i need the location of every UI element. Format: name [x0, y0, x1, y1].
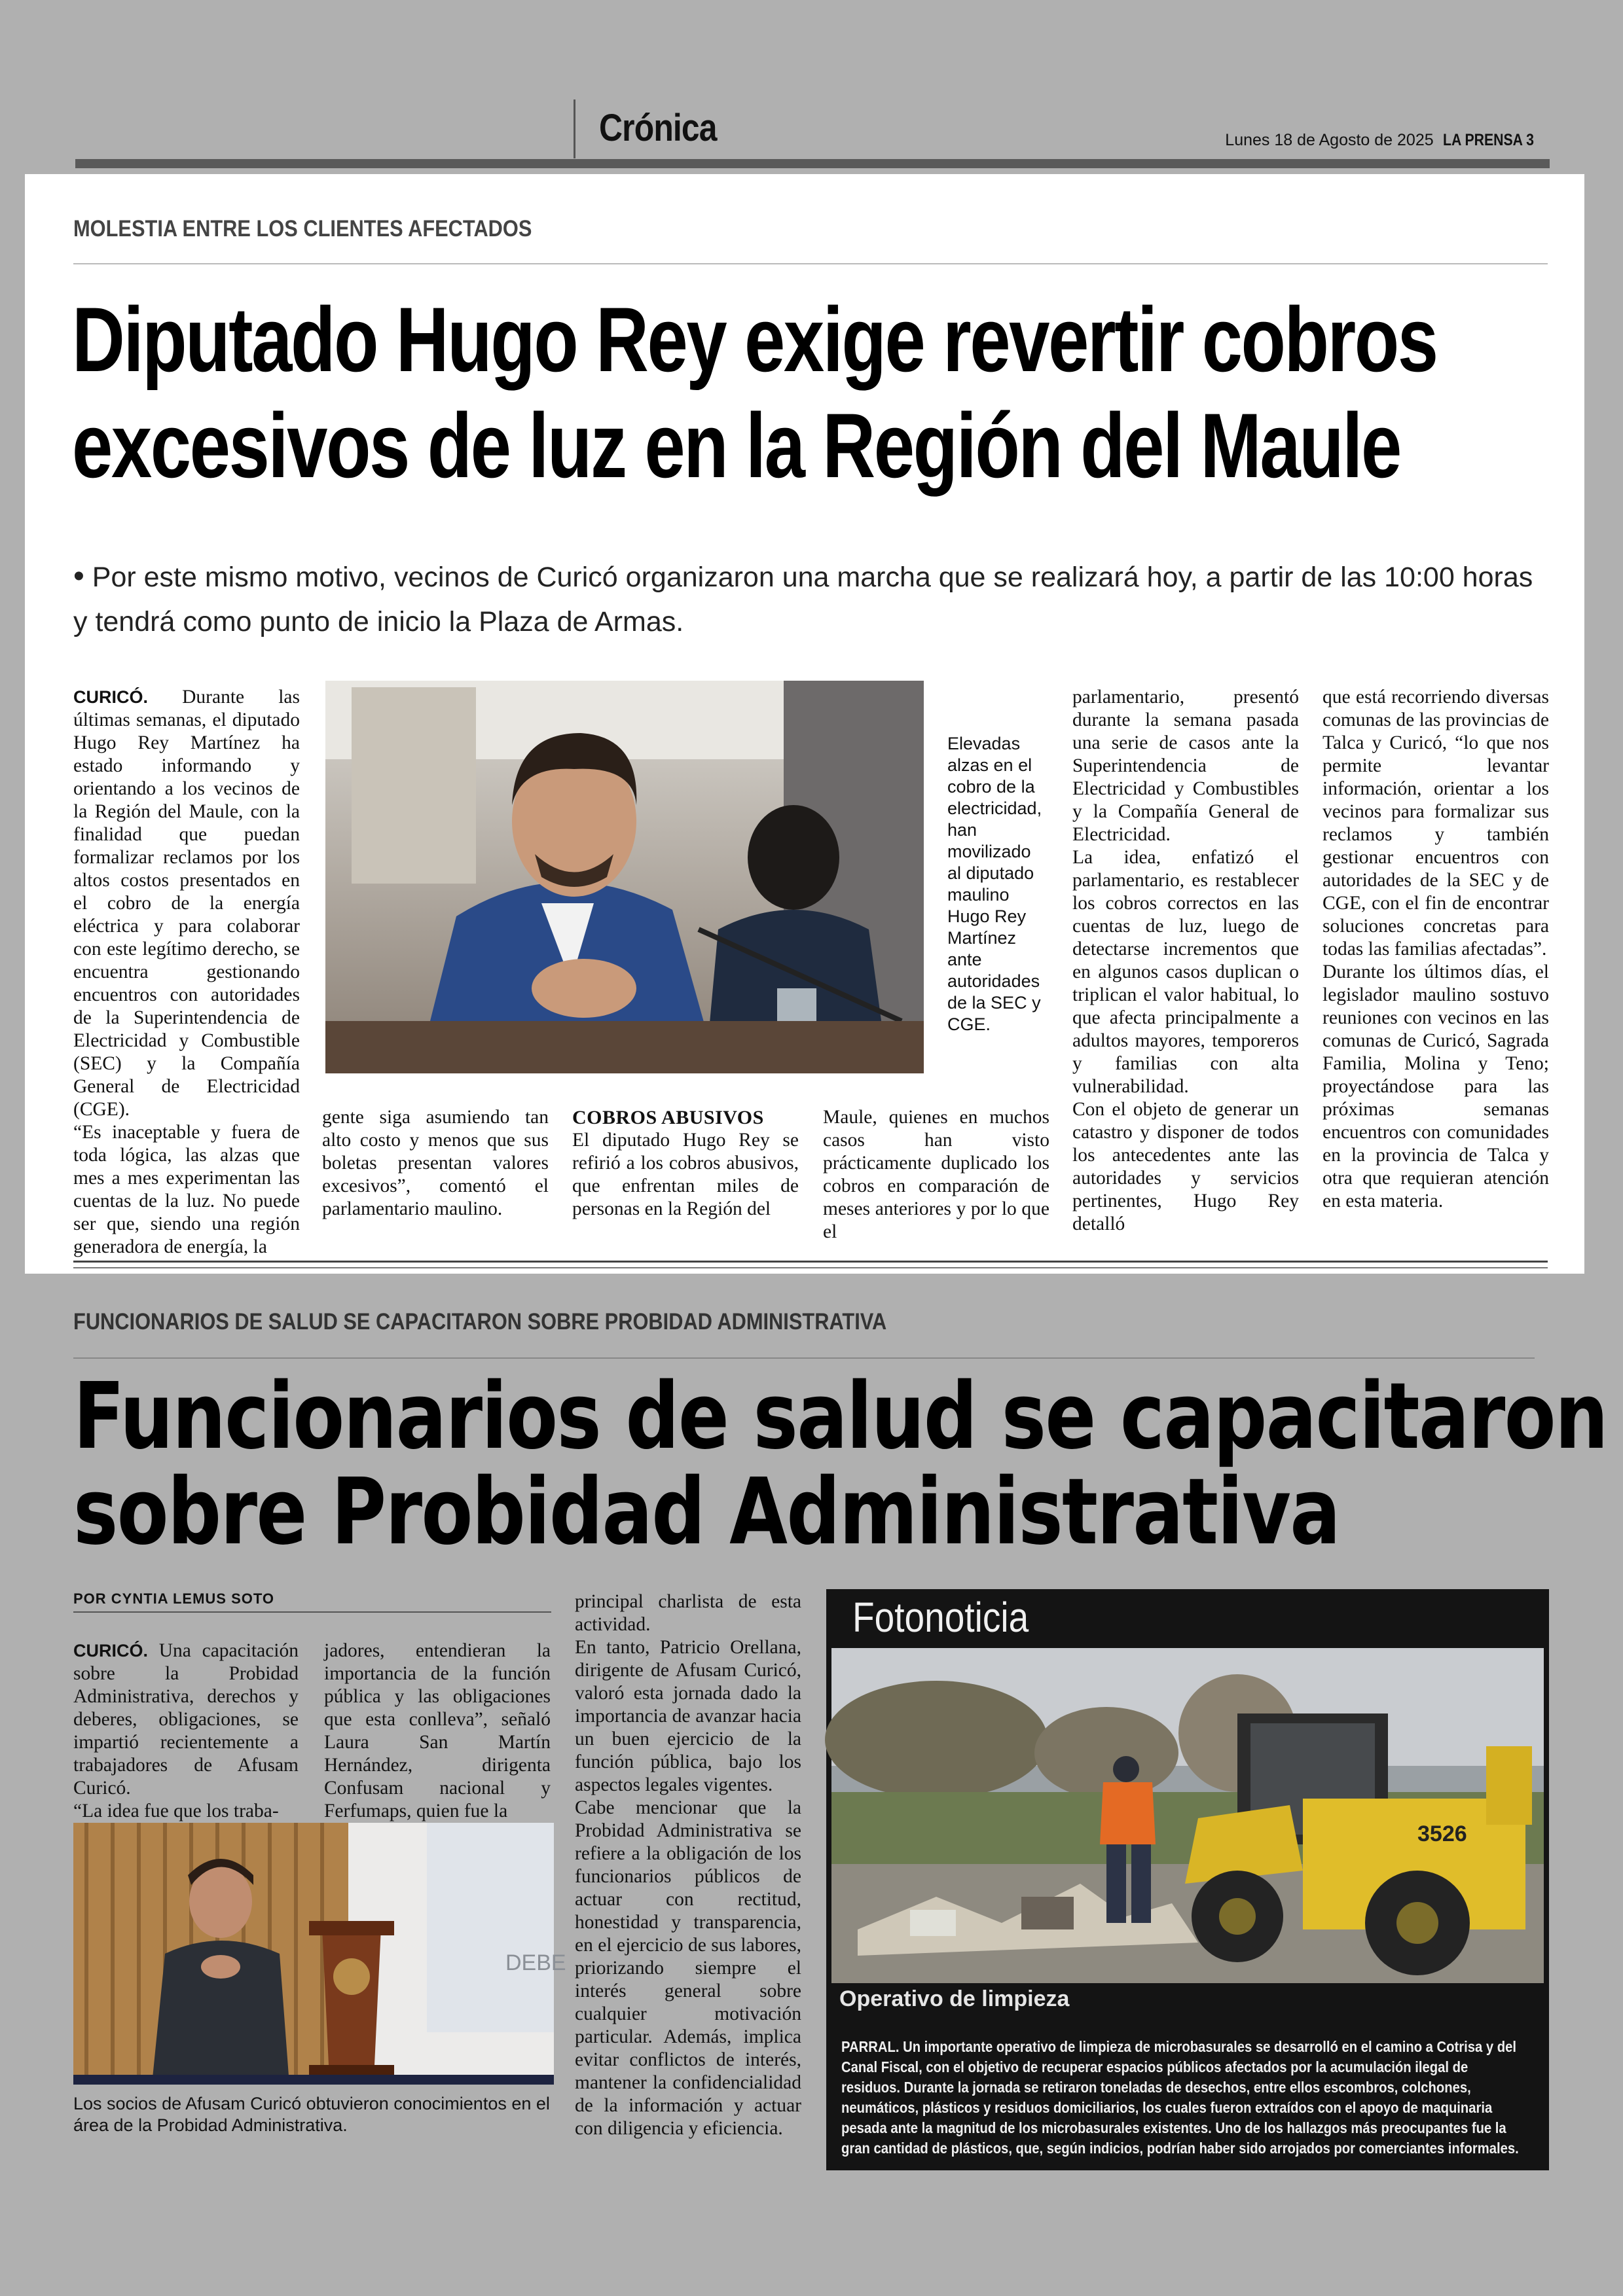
photo-training [73, 1823, 566, 2085]
divider [73, 263, 1548, 264]
dateline [1225, 131, 1550, 150]
headline [72, 287, 1437, 499]
article-column: COBROS ABUSIVOS El diputado Hugo Rey se refirió a los cobros abusivos, que enfrentan miles de personas en la Región del [572, 1107, 799, 1219]
headline [73, 1363, 1608, 1566]
svg-text:DEBE: DEBE [505, 1950, 566, 1975]
divider [73, 1611, 551, 1613]
speaker-photo-icon [73, 1823, 566, 2085]
vehicle-number: 3526 [1417, 1821, 1467, 1846]
date: Lunes 18 de Agosto de 2025 [1225, 131, 1434, 149]
headline-line: sobre Probidad Administrativa [73, 1459, 1340, 1566]
fotonoticia-text: PARRAL. Un importante operativo de limpieza de microbasurales se desarrolló en el camino a Cotrisa y del Canal Fiscal, con el objetivo de recuperar espacios públicos afectados por la acumulación ilegal de residuos. Durante la jornada se retiraron toneladas de desechos, entre ellos escombros, colchones, neumáticos, plásticos y residuos domiciliarios, los cuales fueron extraídos con el apoyo de maquinaria pesada ante la magnitud de los microbasurales existentes. Uno de los hallazgos más preocupantes fue la gran cantidad de plásticos, que, según indicios, podrían haber sido arrojados por comerciantes informales. [841, 2038, 1519, 2157]
kicker: FUNCIONARIOS DE SALUD SE CAPACITARON SOBRE PROBIDAD ADMINISTRATIVA [73, 1309, 887, 1335]
article-column: gente siga asumiendo tan alto costo y menos que sus boletas presentan valores excesivos”, comentó el parlamentario maulino. [322, 1107, 549, 1219]
photo-cleanup [831, 1648, 1544, 1983]
article-column: Maule, quienes en muchos casos han visto prácticamente duplicado los cobros en comparación de meses anteriores y por lo que el [823, 1107, 1049, 1242]
article-column: que está recorriendo diversas comunas de las provincias de Talca y Curicó, “lo que nos permite levantar información, orientar a los vecinos para formalizar sus reclamos y también gestionar encuentros con autoridades de la SEC y de CGE, con el fin de encontrar soluciones concretas para todas las familias afectadas”. Durante los últimos días, el legislador maulino sostuvo reuniones con vecinos en las comunas de Curicó, Sagrada Familia, Molina y Teno; proyectándose para las próximas semanas encuentros con comunidades en la provincia de Talca y otra que requieran atención en esta materia. [1322, 687, 1549, 1211]
divider [73, 1261, 1548, 1263]
loader-photo-icon [831, 1648, 1544, 1983]
article-column: principal charlista de esta actividad. En tanto, Patricio Orellana, dirigente de Afusam Curicó, valoró esta jornada dado la importancia de avanzar hacia un buen ejercicio de la función pública, bajo los aspectos legales vigentes. Cabe mencionar que la Probidad Administrativa se refiere a la obligación de los funcionarios públicos de actuar con rectitud, honestidad y transparencia, en el ejercicio de sus labores, priorizando siempre el interés general sobre cualquier motivación particular. Además, implica evitar conflictos de interés, mantener la confidencialidad de la información y actuar con diligencia y eficiencia. [575, 1591, 801, 2139]
headline-line: Funcionarios de salud se capacitaron [73, 1363, 1608, 1470]
article-column: CURICÓ. Durante las últimas semanas, el diputado Hugo Rey Martínez ha estado informando y orientando a los vecinos de la Región del Maule, con la finalidad que puedan formalizar reclamos por los altos costos presentados en el cobro de la energía eléctrica y para colaborar con este legítimo derecho, se encuentra gestionando encuentros con autoridades de la Superintendencia de Electricidad y Combustible (SEC) y la Compañía General de Electricidad (CGE). “Es inaceptable y fuera de toda lógica, las alzas que mes a mes experimentan las cuentas de la luz. No puede ser que, siendo una región generadora de energía, la [73, 687, 300, 1257]
article-column: jadores, entendieran la importancia de la función pública y las obligaciones que esta conlleva”, señaló Laura San Martín Hernández, dirigenta Confusam nacional y Ferfumaps, quien fue la [324, 1640, 551, 1821]
photo-caption: Los socios de Afusam Curicó obtuvieron conocimientos en el área de la Probidad Administrativa. [73, 2094, 550, 2135]
byline: POR CYNTIA LEMUS SOTO [73, 1590, 275, 1607]
header-bar [75, 159, 1550, 168]
headline-line: Diputado Hugo Rey exige revertir cobros [72, 288, 1437, 391]
photo-caption: Elevadas alzas en el cobro de la electricidad, han movilizado al diputado maulino Hugo Rey Martínez ante autoridades de la SEC y CGE. [947, 734, 1042, 1034]
paper-page: LA PRENSA 3 [1442, 131, 1534, 149]
article-column: parlamentario, presentó durante la semana pasada una serie de casos ante la Superintendencia de Electricidad y Combustibles y la Compañía General de Electricidad. La idea, enfatizó el parlamentario, es restablecer los cobros correctos en las cuentas de luz, luego de detectarse incrementos que en algunos casos duplican o triplican el valor habitual, lo que afecta principalmente a adultos mayores, temporeros y familias con alta vulnerabilidad. Con el objeto de generar un catastro y disponer de todos los antecedentes ante las autoridades y servicios pertinentes, Hugo Rey detalló [1072, 687, 1299, 1234]
deck: • Por este mismo motivo, vecinos de Curicó organizaron una marcha que se realizará hoy, a partir de las 10:00 horas y tendrá como punto de inicio la Plaza de Armas. [73, 559, 1533, 637]
section-title: Crónica [599, 107, 717, 149]
bullet-icon: • [73, 559, 84, 594]
fotonoticia-title: Fotonoticia [852, 1594, 1029, 1641]
dateline-city: CURICÓ. [73, 1641, 148, 1660]
headline-line: excesivos de luz en la Región del Maule [72, 394, 1400, 497]
photo-deputy [325, 681, 924, 1073]
subhead: COBROS ABUSIVOS [572, 1107, 764, 1128]
fotonoticia-subtitle: Operativo de limpieza [839, 1986, 1070, 2011]
divider [73, 1357, 1535, 1359]
header-separator [574, 99, 575, 158]
dateline-city: PARRAL. [841, 2038, 900, 2055]
kicker: MOLESTIA ENTRE LOS CLIENTES AFECTADOS [73, 216, 532, 242]
article-column: CURICÓ. Una capacitación sobre la Probidad Administrativa, derechos y deberes, obligaciones, se impartió recientemente a trabajadores de Afusam Curicó. “La idea fue que los traba- [73, 1640, 299, 1821]
deputy-photo-icon [325, 681, 924, 1073]
divider [73, 1267, 1548, 1268]
dateline-city: CURICÓ. [73, 687, 148, 707]
